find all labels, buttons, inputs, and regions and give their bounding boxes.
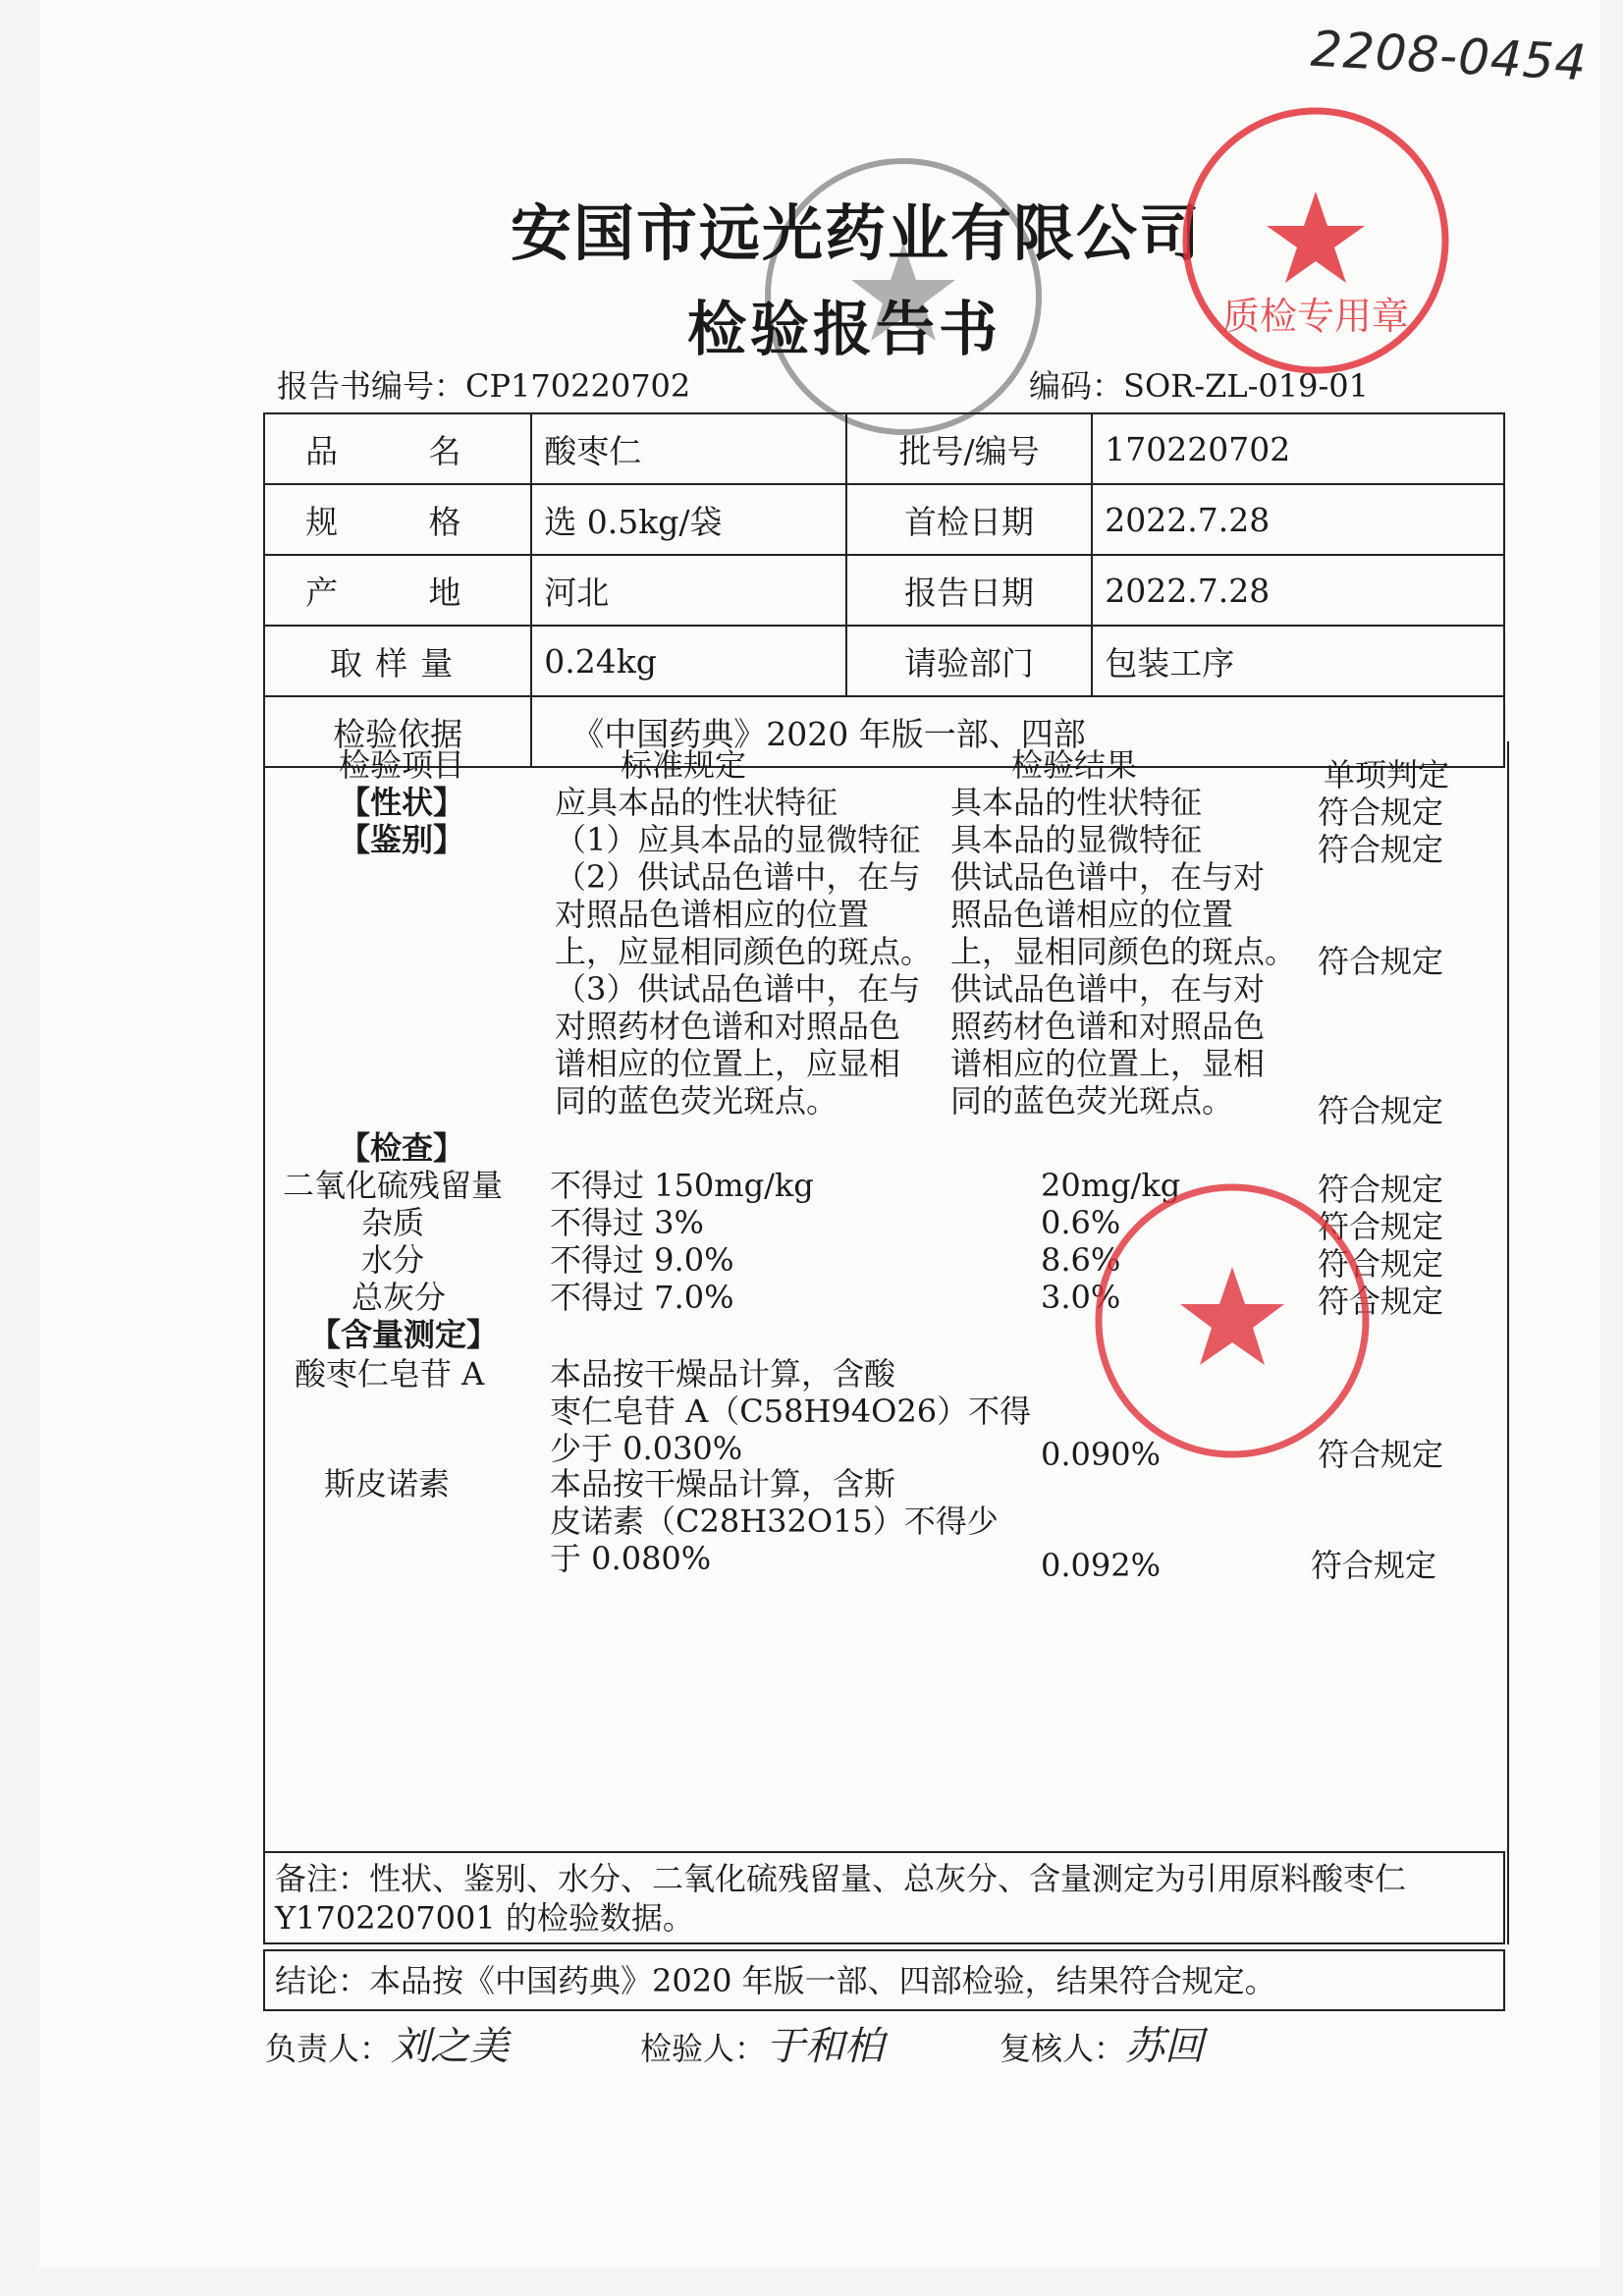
- label-report-date: 报告日期: [846, 555, 1092, 626]
- jc-item-1: 二氧化硫残留量: [283, 1167, 504, 1204]
- value-spec: 选 0.5kg/袋: [531, 484, 845, 555]
- qc-stamp: [1173, 98, 1458, 383]
- jc-judge-2: 符合规定: [1318, 1208, 1444, 1245]
- value-qty: 0.24kg: [531, 626, 845, 696]
- value-dept: 包装工序: [1092, 626, 1504, 696]
- label-basis: 检验依据: [264, 696, 531, 767]
- character-judgement: 符合规定: [1318, 793, 1444, 831]
- jc-judge-1: 符合规定: [1318, 1171, 1444, 1208]
- character-result: 具本品的性状特征: [950, 784, 1203, 821]
- remarks: 备注：性状、鉴别、水分、二氧化硫残留量、总灰分、含量测定为引用原料酸枣仁 Y1702207001 的检验数据。: [263, 1851, 1505, 1944]
- col-result: 检验结果: [1011, 746, 1138, 784]
- jc-judge-3: 符合规定: [1318, 1245, 1444, 1283]
- inspector-signature: 于和柏: [766, 2024, 885, 2069]
- label-dept: 请验部门: [846, 626, 1092, 696]
- section-assay: 【含量测定】: [309, 1316, 499, 1353]
- identification-result: 具本品的显微特征 供试品色谱中，在与对 照品色谱相应的位置 上，显相同颜色的斑点。 供试品色谱中，在与对 照药材色谱和对照品色 谱相应的位置上，显相 同的蓝色荧光斑点。: [950, 821, 1297, 1120]
- handwritten-number: 2208-0454: [1309, 20, 1589, 92]
- jc-res-4: 3.0%: [1041, 1279, 1121, 1316]
- section-identification: 【鉴别】: [339, 821, 465, 858]
- conclusion: 结论：本品按《中国药典》2020 年版一部、四部检验，结果符合规定。: [263, 1949, 1505, 2011]
- jc-std-1: 不得过 150mg/kg: [550, 1167, 814, 1204]
- label-batch: 批号/编号: [846, 413, 1092, 484]
- qc-stamp-text: 质检专用章: [1221, 295, 1410, 338]
- jc-std-3: 不得过 9.0%: [550, 1241, 734, 1279]
- jc-std-4: 不得过 7.0%: [550, 1279, 734, 1316]
- section-inspection: 【检查】: [339, 1129, 465, 1167]
- label-origin: 产 地: [264, 555, 531, 626]
- assay-res-2: 0.092%: [1041, 1547, 1162, 1584]
- responsible-person: 负责人：刘之美: [265, 2024, 510, 2069]
- qa-dept-stamp: [1085, 1174, 1380, 1468]
- assay-item-2: 斯皮诺素: [324, 1465, 451, 1503]
- label-qty: 取样量: [264, 626, 531, 696]
- identification-judgement-1: 符合规定: [1318, 831, 1444, 868]
- assay-std-1: 本品按干燥品计算，含酸 枣仁皂苷 A（C58H94O26）不得 少于 0.030%: [550, 1355, 1032, 1467]
- identification-judgement-2: 符合规定: [1318, 943, 1444, 980]
- value-name: 酸枣仁: [531, 413, 845, 484]
- value-basis: 《中国药典》2020 年版一部、四部: [531, 696, 1504, 767]
- jc-item-4: 总灰分: [352, 1279, 447, 1316]
- reviewer: 复核人：苏回: [1000, 2024, 1205, 2069]
- jc-std-2: 不得过 3%: [550, 1204, 704, 1241]
- jc-res-3: 8.6%: [1041, 1241, 1121, 1279]
- form-code: 编码：SOR-ZL-019-01: [1029, 367, 1369, 405]
- col-standard: 标准规定: [621, 746, 747, 784]
- value-report-date: 2022.7.28: [1092, 555, 1504, 626]
- value-origin: 河北: [531, 555, 845, 626]
- col-judgement: 单项判定: [1324, 756, 1450, 793]
- product-info-table: [263, 412, 1505, 768]
- value-batch: 170220702: [1092, 413, 1504, 484]
- assay-item-1: 酸枣仁皂苷 A: [295, 1355, 485, 1393]
- reviewer-signature: 苏回: [1125, 2024, 1205, 2069]
- identification-judgement-3: 符合规定: [1318, 1092, 1444, 1129]
- assay-std-2: 本品按干燥品计算，含斯 皮诺素（C28H32O15）不得少 于 0.080%: [550, 1465, 999, 1577]
- label-spec: 规 格: [264, 484, 531, 555]
- jc-res-1: 20mg/kg: [1041, 1167, 1181, 1204]
- document-title: 检验报告书: [687, 296, 1001, 364]
- jc-item-2: 杂质: [361, 1204, 425, 1241]
- report-number: 报告书编号：CP170220702: [277, 367, 691, 405]
- value-first-date: 2022.7.28: [1092, 484, 1504, 555]
- character-standard: 应具本品的性状特征: [555, 784, 839, 821]
- company-name: 安国市远光药业有限公司: [511, 197, 1203, 269]
- jc-res-2: 0.6%: [1041, 1204, 1121, 1241]
- jc-item-3: 水分: [361, 1241, 425, 1279]
- identification-standard: （1）应具本品的显微特征 （2）供试品色谱中，在与 对照品色谱相应的位置 上，应显相同颜色的斑点。 （3）供试品色谱中，在与 对照药材色谱和对照品色 谱相应的位置上，应显相 同的蓝色荧光斑点。: [555, 821, 933, 1120]
- inspector: 检验人：于和柏: [640, 2024, 885, 2069]
- label-first-date: 首检日期: [846, 484, 1092, 555]
- label-name: 品 名: [264, 413, 531, 484]
- col-item: 检验项目: [339, 746, 465, 784]
- assay-judge-1: 符合规定: [1318, 1436, 1444, 1473]
- responsible-signature: 刘之美: [391, 2024, 510, 2069]
- assay-judge-2: 符合规定: [1311, 1547, 1437, 1584]
- section-character: 【性状】: [339, 784, 465, 821]
- assay-res-1: 0.090%: [1041, 1436, 1162, 1473]
- jc-judge-4: 符合规定: [1318, 1283, 1444, 1320]
